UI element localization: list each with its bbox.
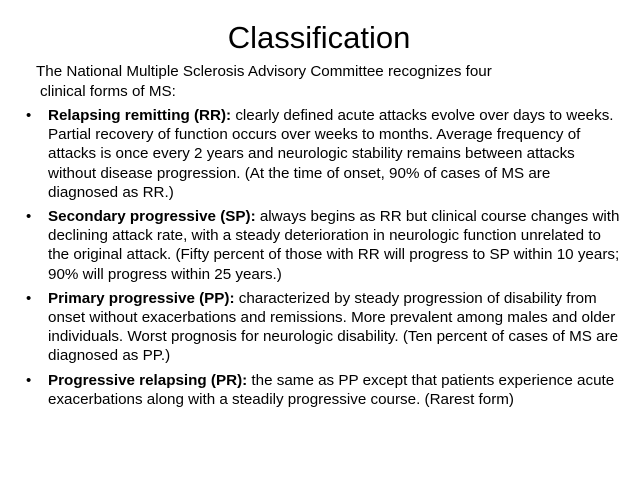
item-term: Relapsing remitting (RR): (48, 107, 232, 124)
item-text: always begins as RR but clinical course changes with declining attack rate, with a steady deterioration in neurologic function unrelated to the original attack. (Fifty percent of those with RR will progress to SP within 10 years; 90% will progress within 25 years.) (48, 208, 620, 283)
bullet-icon: • (26, 208, 32, 226)
intro-line-1: The National Multiple Sclerosis Advisory Committee recognizes four (36, 63, 492, 80)
item-term: Secondary progressive (SP): (48, 208, 256, 226)
intro-text (36, 62, 596, 102)
item-term: Primary progressive (PP): (48, 289, 235, 307)
bullet-icon: • (26, 107, 32, 124)
slide-title: Classification (227, 20, 411, 55)
item-term: Progressive relapsing (PR): (48, 371, 248, 389)
bullet-icon: • (26, 371, 32, 389)
list-item-rr (26, 106, 622, 202)
item-text: characterized by steady progression of disability from onset without exacerbations and remissions. More prevalent among males and older individuals. Worst prognosis for neurologic disability. (Ten percent of cases of MS are diagnosed as PP.) (48, 289, 619, 365)
item-text: the same as PP except that patients experience acute exacerbations along with a steadily progressive course. (Rarest form) (48, 371, 615, 408)
list-item-pp (26, 289, 622, 366)
item-text: clearly defined acute attacks evolve over days to weeks. Partial recovery of function occurs over weeks to months. Average frequency of attacks is once every 2 years and neurologic stability remains between attacks without disease progression. (At the time of onset, 90% of cases of MS are diagnosed as RR.) (48, 107, 614, 201)
classification-list (26, 106, 622, 414)
bullet-icon: • (26, 289, 32, 307)
list-item-pr (26, 371, 622, 409)
list-item-sp (26, 207, 622, 284)
intro-line-2: clinical forms of MS: (40, 83, 176, 100)
